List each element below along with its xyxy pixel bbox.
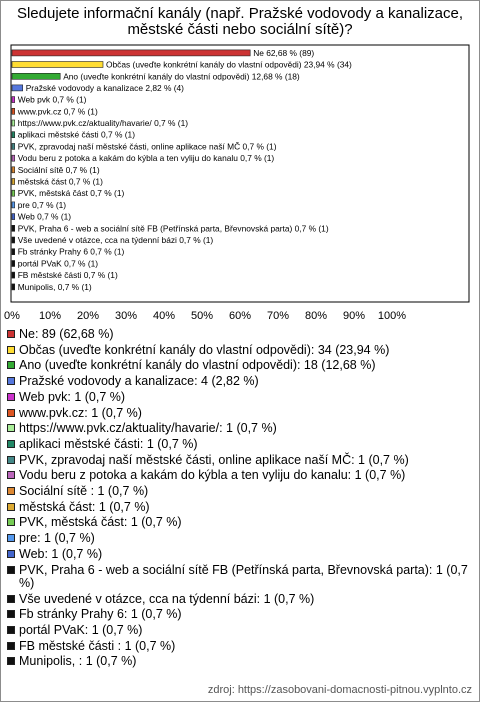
bar-label-15: PVK, Praha 6 - web a sociální sítě FB (Petřínská parta, Břevnovská parta) 0,7 % (1)	[17, 223, 329, 234]
bar-label-10: Sociální sítě 0,7 % (1)	[17, 164, 100, 175]
legend-swatch-0	[7, 330, 15, 338]
legend-label-16: Vše uvedené v otázce, cca na týdenní bázi: 1 (0,7 %)	[19, 591, 315, 606]
bar-chart	[0, 0, 480, 325]
legend-swatch-7	[7, 440, 15, 448]
bar-label-12: PVK, městská část 0,7 % (1)	[17, 188, 125, 199]
bar-label-16: Vše uvedené v otázce, cca na týdenní bázi 0,7 % (1)	[17, 235, 214, 245]
legend-swatch-4	[7, 393, 15, 401]
x-tick-5: 50%	[190, 310, 214, 322]
legend-item-19	[7, 640, 473, 653]
legend-item-14	[7, 548, 473, 561]
legend-label-18: portál PVaK: 1 (0,7 %)	[19, 623, 143, 638]
bar-label-18: portál PVaK 0,7 % (1)	[17, 258, 99, 269]
x-tick-labels	[4, 310, 406, 322]
legend-swatch-16	[7, 595, 15, 603]
legend-item-8	[7, 454, 473, 467]
legend-swatch-2	[7, 361, 15, 369]
source-note: zdroj: https://zasobovani-domacnosti-pitnou.vyplnto.cz	[207, 684, 472, 696]
legend-label-4: Web pvk: 1 (0,7 %)	[19, 389, 126, 404]
legend	[7, 328, 473, 671]
bar-label-3: Pražské vodovody a kanalizace 2,82 % (4)	[25, 82, 184, 93]
legend-swatch-11	[7, 503, 15, 511]
legend-item-13	[7, 532, 473, 545]
bar-9	[12, 155, 15, 161]
legend-swatch-18	[7, 626, 15, 634]
x-tick-0: 0%	[4, 310, 20, 322]
bar-label-6: https://www.pvk.cz/aktuality/havarie/ 0,7 % (1)	[17, 118, 189, 128]
bar-3	[12, 85, 23, 91]
bar-label-4: Web pvk 0,7 % (1)	[17, 94, 87, 105]
bar-5	[12, 108, 15, 114]
bar-label-5: www.pvk.cz 0,7 % (1)	[17, 106, 98, 117]
bar-17	[12, 249, 15, 255]
legend-swatch-15	[7, 566, 15, 574]
legend-label-0: Ne: 89 (62,68 %)	[19, 327, 114, 341]
legend-item-5	[7, 407, 473, 420]
x-tick-1: 10%	[38, 310, 62, 322]
bar-19	[12, 272, 15, 278]
legend-item-0	[7, 328, 473, 341]
legend-item-16	[7, 593, 473, 606]
legend-label-7: aplikaci městské části: 1 (0,7 %)	[19, 436, 198, 451]
bar-label-1: Občas (uveďte konkrétní kanály do vlastní odpovědi) 23,94 % (34)	[106, 59, 352, 70]
legend-label-8: PVK, zpravodaj naší městské části, online aplikace naší MČ: 1 (0,7 %)	[19, 452, 409, 467]
legend-label-11: městská část: 1 (0,7 %)	[19, 499, 150, 514]
legend-swatch-14	[7, 550, 15, 558]
legend-swatch-10	[7, 487, 15, 495]
bar-label-9: Vodu beru z potoka a kakám do kýbla a ten vyliju do kanalu 0,7 % (1)	[17, 153, 275, 164]
legend-swatch-17	[7, 610, 15, 618]
bar-15	[12, 225, 15, 231]
legend-item-12	[7, 516, 473, 529]
legend-item-7	[7, 438, 473, 451]
bar-label-0: Ne 62,68 % (89)	[253, 47, 315, 58]
legend-swatch-6	[7, 424, 15, 432]
legend-swatch-5	[7, 409, 15, 417]
legend-label-10: Sociální sítě : 1 (0,7 %)	[19, 484, 149, 499]
chart-title: Sledujete informační kanály (např. Pražské vodovody a kanalizace, městské části nebo sociální sítě)?	[16, 5, 464, 38]
bar-label-20: Munipolis, 0,7 % (1)	[17, 281, 92, 292]
legend-item-17	[7, 608, 473, 621]
bar-label-2: Ano (uveďte konkrétní kanály do vlastní odpovědi) 12,68 % (18)	[63, 71, 300, 82]
legend-item-9	[7, 469, 473, 482]
bar-20	[12, 284, 15, 290]
legend-swatch-8	[7, 456, 15, 464]
legend-item-3	[7, 375, 473, 388]
legend-label-20: Munipolis, : 1 (0,7 %)	[19, 654, 137, 669]
legend-item-11	[7, 501, 473, 514]
legend-item-2	[7, 359, 473, 372]
legend-item-18	[7, 624, 473, 637]
bar-11	[12, 179, 15, 185]
legend-label-17: Fb stránky Prahy 6: 1 (0,7 %)	[19, 607, 182, 622]
legend-label-6: https://www.pvk.cz/aktuality/havarie/: 1 (0,7 %)	[19, 421, 277, 436]
legend-item-1	[7, 344, 473, 357]
bar-12	[12, 190, 15, 196]
bar-0	[12, 50, 250, 56]
legend-item-10	[7, 485, 473, 498]
legend-swatch-1	[7, 346, 15, 354]
x-tick-10: 100%	[377, 310, 407, 322]
bar-13	[12, 202, 15, 208]
bar-7	[12, 132, 15, 138]
bar-4	[12, 97, 15, 103]
x-tick-2: 20%	[76, 310, 100, 322]
legend-swatch-20	[7, 657, 15, 665]
legend-item-6	[7, 422, 473, 435]
legend-swatch-13	[7, 534, 15, 542]
x-tick-6: 60%	[228, 310, 252, 322]
bar-label-17: Fb stránky Prahy 6 0,7 % (1)	[17, 246, 125, 257]
legend-swatch-3	[7, 377, 15, 385]
legend-label-19: FB městské části : 1 (0,7 %)	[19, 638, 176, 653]
x-tick-9: 90%	[342, 310, 366, 322]
x-tick-3: 30%	[114, 310, 138, 322]
legend-item-15	[7, 564, 473, 591]
legend-label-15: PVK, Praha 6 - web a sociální sítě FB (Petřínská parta, Břevnovská parta): 1 (0,7 %)	[19, 562, 468, 590]
legend-swatch-12	[7, 518, 15, 526]
legend-label-1: Občas (uveďte konkrétní kanály do vlastní odpovědi): 34 (23,94 %)	[19, 342, 390, 357]
bar-10	[12, 167, 15, 173]
legend-label-5: www.pvk.cz: 1 (0,7 %)	[19, 405, 142, 420]
x-tick-7: 70%	[266, 310, 290, 322]
bar-label-14: Web 0,7 % (1)	[17, 211, 72, 222]
bar-label-11: městská část 0,7 % (1)	[17, 176, 103, 187]
legend-label-12: PVK, městská část: 1 (0,7 %)	[19, 515, 182, 530]
x-tick-8: 80%	[304, 310, 328, 322]
legend-item-20	[7, 655, 473, 668]
legend-swatch-19	[7, 642, 15, 650]
legend-label-9: Vodu beru z potoka a kakám do kýbla a ten vyliju do kanalu: 1 (0,7 %)	[19, 468, 406, 483]
bar-14	[12, 214, 15, 220]
bar-label-13: pre 0,7 % (1)	[17, 199, 67, 210]
bar-16	[12, 237, 15, 243]
bar-label-8: PVK, zpravodaj naší městské části, online aplikace naší MČ 0,7 % (1)	[17, 141, 277, 152]
bar-label-19: FB městské části 0,7 % (1)	[17, 270, 118, 281]
legend-item-4	[7, 391, 473, 404]
legend-label-13: pre: 1 (0,7 %)	[19, 531, 95, 546]
bar-6	[12, 120, 15, 126]
x-tick-4: 40%	[152, 310, 176, 322]
bar-18	[12, 261, 15, 267]
bar-label-7: aplikaci městské části 0,7 % (1)	[17, 129, 135, 140]
legend-label-3: Pražské vodovody a kanalizace: 4 (2,82 %)	[19, 374, 259, 389]
bar-1	[12, 62, 103, 68]
legend-label-2: Ano (uveďte konkrétní kanály do vlastní odpovědi): 18 (12,68 %)	[19, 358, 376, 373]
bar-8	[12, 143, 15, 149]
bar-2	[12, 73, 60, 79]
legend-swatch-9	[7, 471, 15, 479]
legend-label-14: Web: 1 (0,7 %)	[19, 546, 103, 561]
